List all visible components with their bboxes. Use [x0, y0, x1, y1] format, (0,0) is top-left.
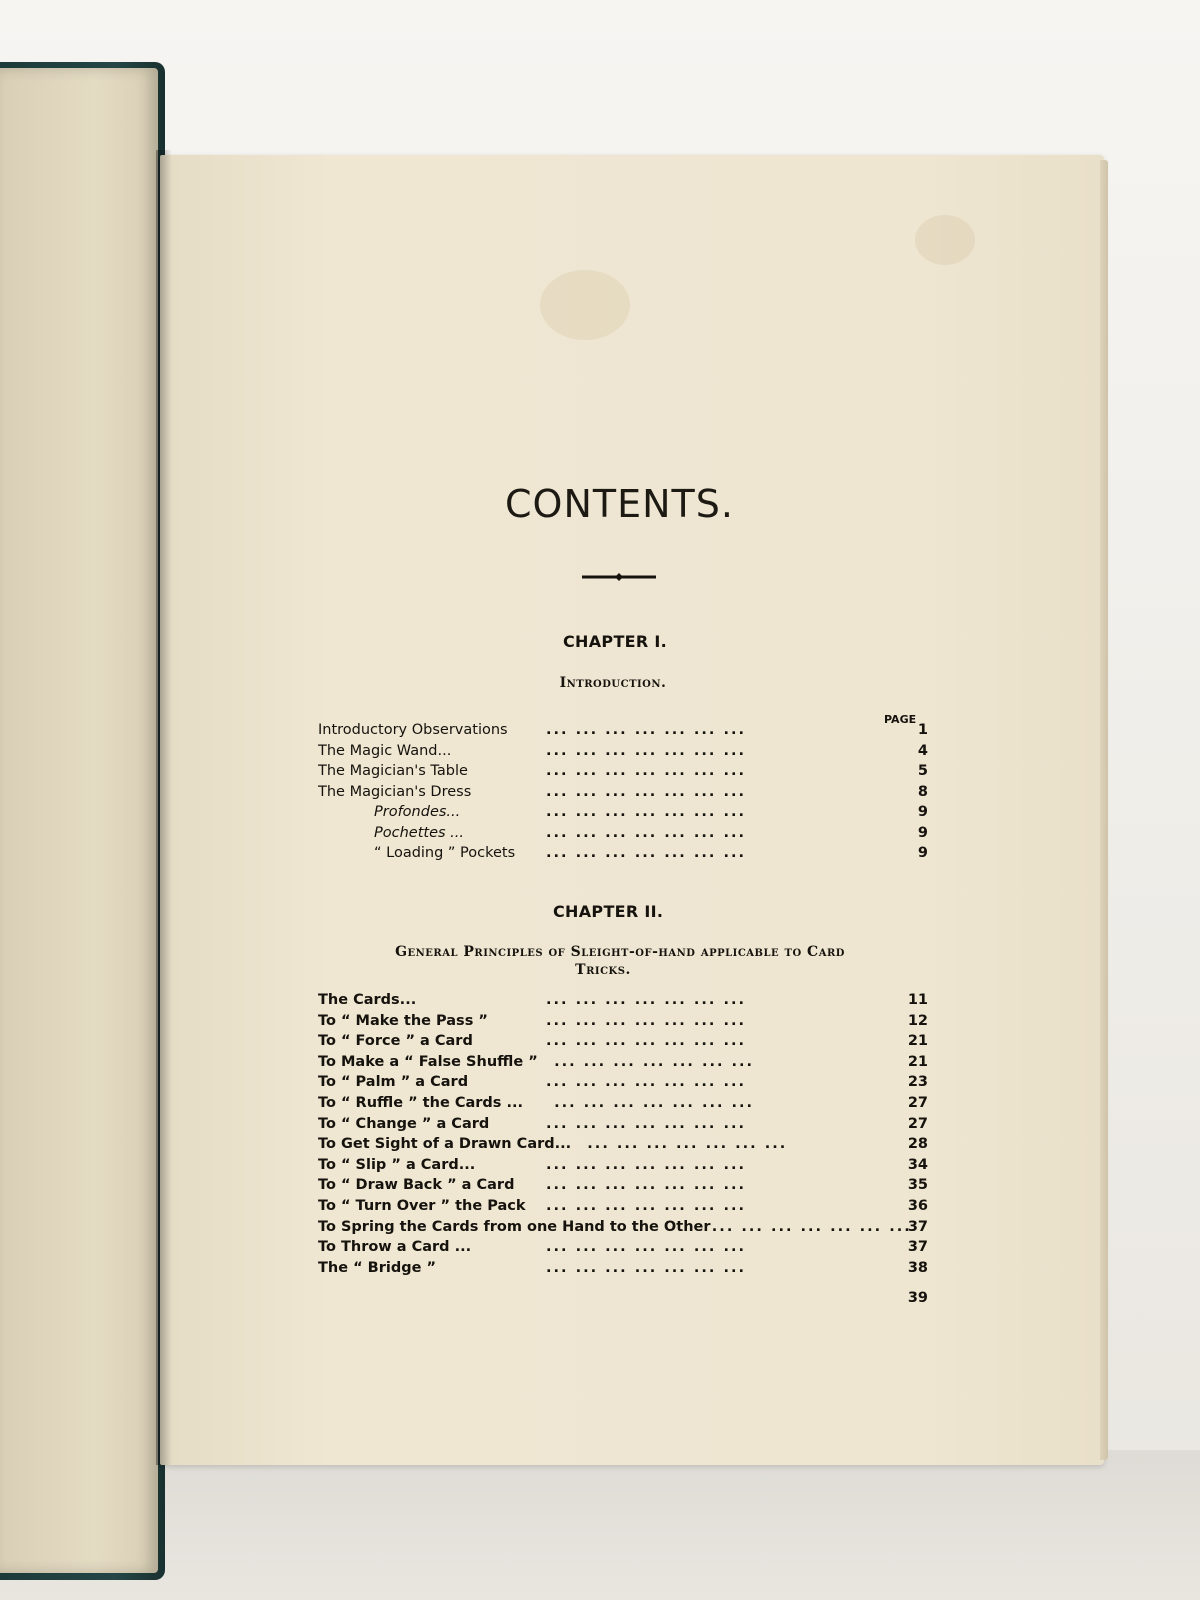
page-number: 28 [907, 1136, 928, 1153]
toc-entry [318, 1177, 928, 1197]
toc-entry [318, 1198, 928, 1218]
page-number: 37 [907, 1239, 928, 1256]
toc-entry [318, 763, 928, 783]
entry-title: Pochettes ... [374, 824, 464, 841]
toc-entry [318, 825, 928, 845]
leader-dots: ... ... ... ... ... ... ... [546, 824, 746, 841]
leader-dots: ... ... ... ... ... ... ... [587, 1136, 788, 1153]
entry-title: Profondes... [374, 804, 461, 820]
page-number: 36 [907, 1198, 928, 1214]
leader-dots: ... ... ... ... ... ... ... [554, 1095, 755, 1111]
page-number: 9 [917, 845, 928, 861]
page-number: 8 [917, 783, 928, 800]
toc-entry [318, 722, 928, 742]
page-number: 5 [917, 763, 928, 779]
entry-title: To “ Make the Pass ” [318, 1012, 488, 1029]
book-gutter [156, 150, 172, 1465]
toc-entry [318, 845, 928, 865]
entry-title: To “ Turn Over ” the Pack [318, 1198, 526, 1214]
leader-dots: ... ... ... ... ... ... ... [546, 742, 746, 759]
toc-entry [318, 1157, 928, 1177]
chapter-2-subtitle-line2: Tricks. [575, 962, 631, 978]
floor-shadow [0, 1450, 1200, 1600]
divider-ornament [582, 571, 656, 583]
page-number: 21 [907, 1053, 928, 1070]
page-number: 39 [907, 1290, 928, 1306]
leader-dots: ... ... ... ... ... ... ... [546, 1259, 746, 1276]
page-number: 12 [907, 1012, 928, 1029]
entry-title: To “ Ruffle ” the Cards ... [318, 1095, 523, 1111]
leader-dots: ... ... ... ... ... ... ... [546, 845, 746, 861]
page-title: CONTENTS. [505, 482, 734, 526]
entry-title: To Make a “ False Shuffle ” [318, 1053, 538, 1070]
entry-title: To “ Palm ” a Card [318, 1074, 469, 1091]
entry-title: To Throw a Card ... [318, 1239, 472, 1256]
entry-title: The “ Bridge ” [318, 1259, 437, 1276]
left-page [0, 68, 158, 1573]
entry-title: The Cards... [318, 992, 417, 1008]
page-number: 35 [907, 1177, 928, 1194]
page-number: 21 [907, 1033, 928, 1050]
toc-entry [318, 1074, 928, 1094]
leader-dots: ... ... ... ... ... ... ... [546, 1033, 746, 1050]
toc-entry [318, 1033, 928, 1053]
entry-title: The Magic Wand... [318, 742, 452, 759]
leader-dots: ... ... ... ... ... ... ... [546, 1239, 746, 1256]
page-number: 11 [907, 992, 928, 1008]
page-number: 27 [907, 1095, 928, 1111]
leader-dots: ... ... ... ... ... ... ... [546, 1198, 746, 1214]
entry-title: The Magician's Table [318, 763, 468, 779]
toc-entry [318, 784, 928, 804]
leader-dots: ... ... ... ... ... ... ... [546, 992, 746, 1008]
toc-entry [318, 1239, 928, 1259]
leader-dots: ... ... ... ... ... ... ... [546, 1115, 746, 1132]
page-column-label: PAGE [884, 713, 917, 726]
toc-entry [318, 1219, 928, 1239]
leader-dots: ... ... ... ... ... ... ... [546, 722, 746, 738]
chapter-1-subtitle: Introduction. [559, 675, 667, 691]
leader-dots: ... ... ... ... ... ... ... [546, 763, 746, 779]
toc-entry [318, 1054, 928, 1074]
paper-stain [915, 215, 975, 265]
toc-entry [318, 1260, 928, 1280]
entry-title: To “ Force ” a Card [318, 1033, 473, 1050]
page-number: 9 [917, 824, 928, 841]
trailing-page-number [318, 1290, 928, 1310]
chapter-2-heading: CHAPTER II. [553, 902, 664, 921]
toc-entry [318, 992, 928, 1012]
page-number: 23 [907, 1074, 928, 1091]
leader-dots: ... ... ... ... ... ... ... [546, 783, 746, 800]
leader-dots: ... ... ... ... ... ... ... [546, 1012, 746, 1029]
toc-entry [318, 743, 928, 763]
page-number: 27 [907, 1115, 928, 1132]
entry-title: Introductory Observations [318, 722, 508, 738]
entry-title: To “ Slip ” a Card... [318, 1156, 476, 1173]
page-edge [1100, 160, 1108, 1460]
leader-dots: ... ... ... ... ... ... ... [546, 1156, 746, 1173]
page-number: 4 [917, 742, 928, 759]
page-number: 1 [917, 722, 928, 738]
paper-stain [540, 270, 630, 340]
toc-entry [318, 1136, 928, 1156]
toc-entry [318, 1013, 928, 1033]
leader-dots: ... ... ... ... ... ... ... [546, 804, 746, 820]
entry-title: To “ Draw Back ” a Card [318, 1177, 515, 1194]
page-number: 38 [907, 1259, 928, 1276]
leader-dots: ... ... ... ... ... ... ... [546, 1177, 746, 1194]
entry-title: To “ Change ” a Card [318, 1115, 490, 1132]
entry-title: To Get Sight of a Drawn Card... [318, 1136, 572, 1153]
entry-title: To Spring the Cards from one Hand to the Other [318, 1218, 711, 1235]
toc-entry [318, 804, 928, 824]
leader-dots: ... ... ... ... ... ... ... [546, 1074, 746, 1091]
leader-dots: ... ... ... ... ... ... ... [554, 1053, 755, 1070]
page-number: 37 [907, 1218, 928, 1235]
toc-entry [318, 1116, 928, 1136]
leader-dots: ... ... ... ... ... ... ... [711, 1218, 912, 1235]
chapter-1-heading: CHAPTER I. [563, 632, 668, 651]
page-number: 34 [907, 1156, 928, 1173]
entry-title: The Magician's Dress [318, 783, 472, 800]
entry-title: “ Loading ” Pockets [374, 845, 516, 861]
toc-entry [318, 1095, 928, 1115]
chapter-2-subtitle-line1: General Principles of Sleight-of-hand applicable to Card [395, 944, 845, 960]
page-number: 9 [917, 804, 928, 820]
